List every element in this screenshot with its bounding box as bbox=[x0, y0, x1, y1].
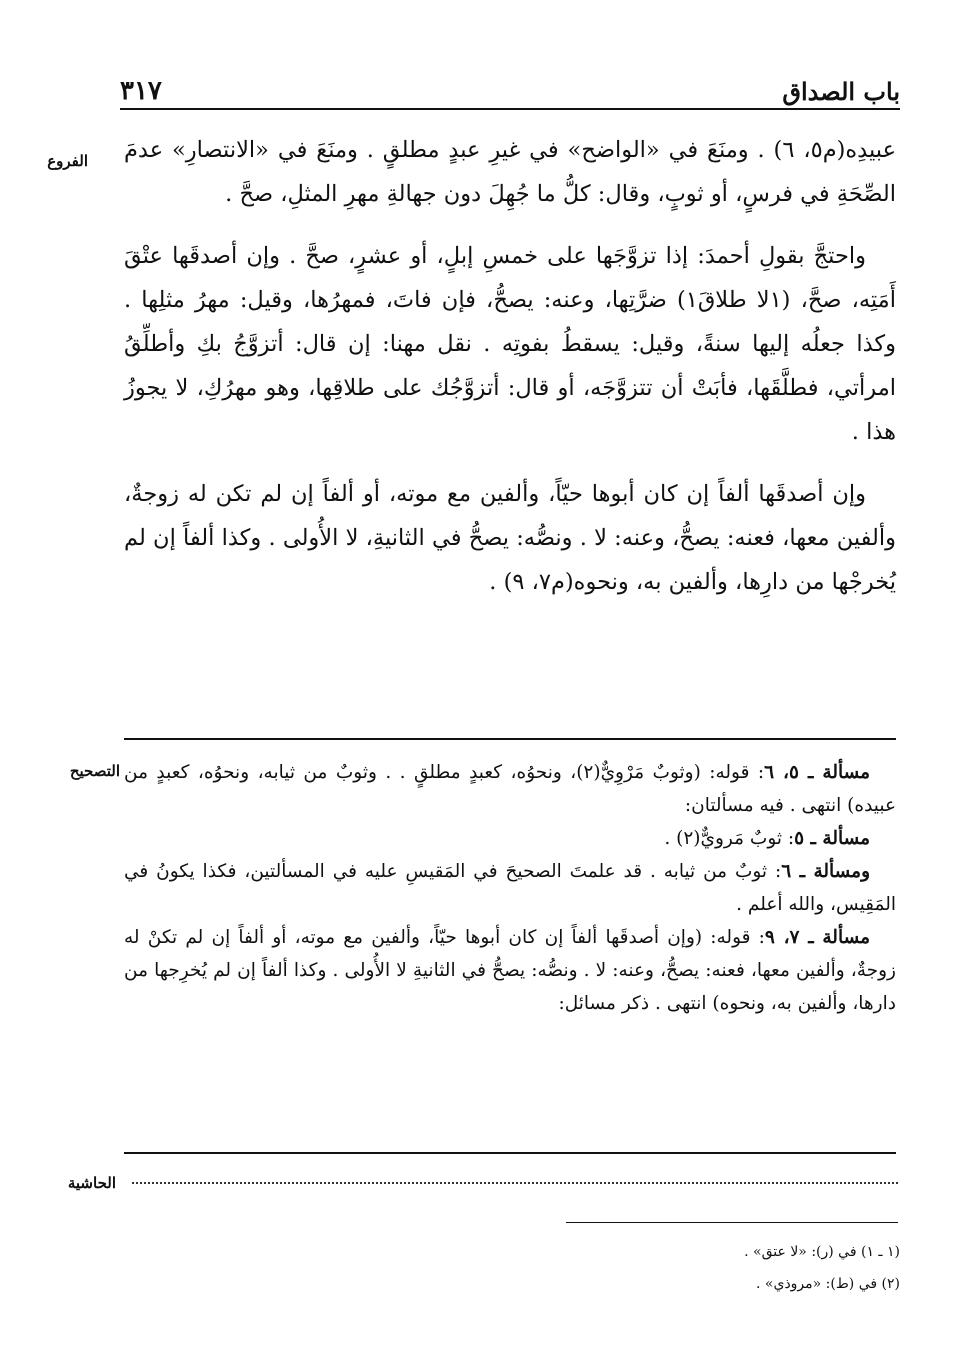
hashiya-label: الحاشية bbox=[67, 1174, 116, 1192]
furu-label: الفروع bbox=[47, 152, 88, 170]
page-header bbox=[120, 66, 900, 106]
tashih-paragraph-2 bbox=[124, 822, 896, 855]
issue-text: : ثوبٌ مَرويٌّ(٢) . bbox=[664, 828, 795, 849]
issue-heading: مسألة ـ ٧، ٩ bbox=[764, 927, 870, 948]
tashih-paragraph-1 bbox=[124, 756, 896, 822]
main-paragraph-2: واحتجَّ بقولِ أحمدَ: إذا تزوَّجَها على خمسِ إبلٍ، أو عشرٍ، صحَّ . وإن أصدقَها عتْقَ أَمَتِه، صحَّ، (١لا طلاقَ١) ضرَّتِها، وعنه: يصحُّ، فإن فاتَ، فمهرُها، وقيل: مهرُ مثلِها . وكذا جعلُه إليها سنةً، وقيل: يسقطُ بفوتِه . نقل مهنا: إن قال: أتزوَّجُ بكِ وأطلِّقُ امرأتي، فطلَّقَها، فأبَتْ أن تتزوَّجَه، أو قال: أتزوَّجُك على طلاقِها، وهو مهرُكِ، لا يجوزُ هذا . bbox=[124, 243, 896, 445]
tashih-paragraph-4 bbox=[124, 921, 896, 1020]
footnotes bbox=[400, 1236, 900, 1300]
hashiya-dotted-line bbox=[132, 1182, 898, 1184]
tashih-text bbox=[124, 756, 896, 1020]
issue-heading: ومسألة ـ ٦ bbox=[781, 861, 870, 882]
footnote-rule bbox=[566, 1222, 898, 1223]
footnote-1: (١ ـ ١) في (ر): «لا عتق» . bbox=[744, 1244, 900, 1260]
main-text bbox=[124, 128, 896, 604]
tashih-label: التصحيح bbox=[69, 762, 120, 780]
header-rule bbox=[120, 108, 900, 110]
tashih-paragraph-3 bbox=[124, 855, 896, 921]
issue-text: : قوله: (وثوبٌ مَرْوِيٌّ(٢)، ونحوُه، كعبدٍ مطلقٍ . . وثوبٌ من ثيابه، ونحوُه، كعبدٍ من عبيده) انتهى . فيه مسألتان: bbox=[124, 762, 896, 816]
page-number: ٣١٧ bbox=[120, 76, 162, 106]
issue-heading: مسألة ـ ٥ bbox=[794, 828, 870, 849]
section-rule bbox=[124, 738, 896, 740]
main-paragraph-3: وإن أصدقَها ألفاً إن كان أبوها حيّاً، وألفين مع موته، أو ألفاً إن لم تكن له زوجةٌ، وألفين معها، فعنه: يصحُّ، وعنه: لا . ونصُّه: يصحُّ في الثانيةِ، لا الأُولى . وكذا ألفاً إن لم يُخرجْها من دارِها، وألفين به، ونحوه(م٧، ٩) . bbox=[124, 481, 896, 595]
tashih-end-rule bbox=[124, 1152, 896, 1154]
issue-heading: مسألة ـ ٥، ٦ bbox=[764, 762, 871, 783]
main-paragraph-1: عبيدِه(م٥، ٦) . ومنَعَ في «الواضح» في غيرِ عبدٍ مطلقٍ . ومنَعَ في «الانتصارِ» عدمَ الصِّحَةِ في فرسٍ، أو ثوبٍ، وقال: كلُّ ما جُهِلَ دون جهالةِ مهرِ المثلِ، صحَّ . bbox=[124, 137, 896, 207]
footnote-2: (٢) في (ط): «مروذي» . bbox=[756, 1276, 900, 1292]
issue-text: : قوله: (وإن أصدقَها ألفاً إن كان أبوها حيّاً، وألفين مع موته، أو ألفاً إن لم تكنْ له زوجةٌ، وألفين معها، فعنه: يصحُّ، وعنه: لا . ونصُّه: يصحُّ في الثانيةِ لا الأُولى . وكذا ألفاً إن لم يُخرِجها من دارها، وألفين به، ونحوه) انتهى . ذكر مسائل: bbox=[124, 927, 896, 1014]
issue-text: : ثوبٌ من ثيابه . قد علمتَ الصحيحَ في المَقيسِ عليه في المسألتين، فكذا يكونُ في المَقِيس، والله أعلم . bbox=[124, 861, 896, 915]
chapter-title: باب الصداق bbox=[782, 77, 900, 106]
